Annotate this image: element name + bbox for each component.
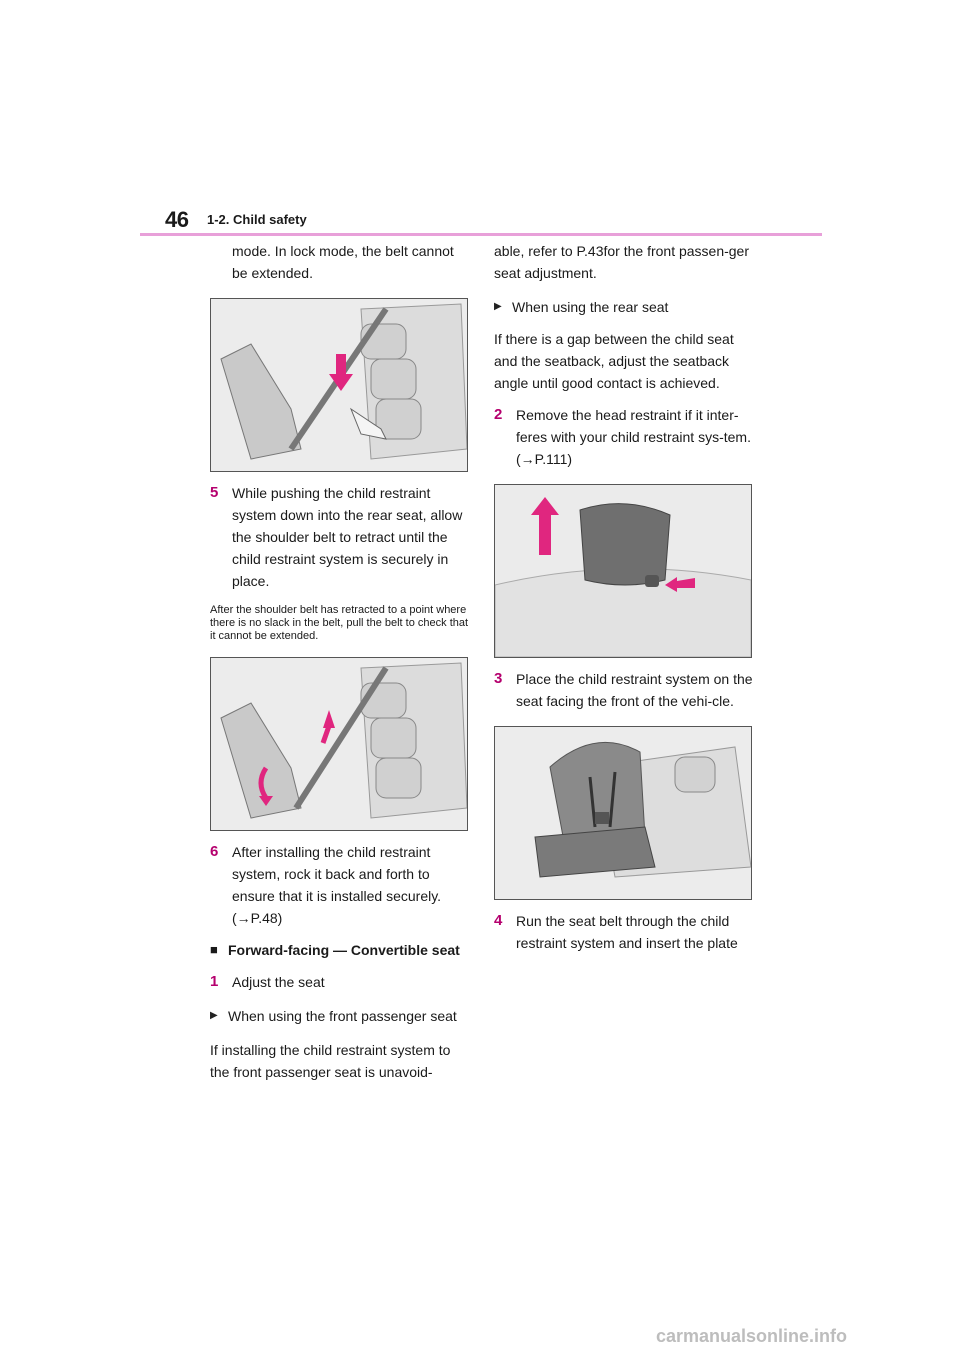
bullet-front-seat (210, 1005, 472, 1027)
intro-text: mode. In lock mode, the belt cannot be extended. (232, 243, 454, 281)
note-text: After the shoulder belt has retracted to a point where there is no slack in the belt, pull the belt to check that it cannot be extended. (210, 604, 469, 642)
bullet-text: When using the rear seat (512, 299, 669, 315)
step-4 (494, 910, 756, 954)
square-bullet-icon: ■ (210, 942, 218, 957)
left-column (210, 240, 472, 1083)
subheading (210, 939, 472, 961)
step-2 (494, 404, 756, 470)
watermark: carmanualsonline.info (656, 1326, 848, 1346)
step-number: 2 (494, 406, 503, 423)
front-seat-paragraph: If installing the child restraint system to the front passenger seat is unavoid- (210, 1042, 451, 1080)
step-6 (210, 841, 472, 929)
child-seat-illustration (495, 727, 751, 899)
step-5 (210, 482, 472, 592)
right-column (494, 240, 756, 954)
page-number: 46 (165, 207, 189, 232)
figure-belt-check (210, 657, 468, 831)
step-text: While pushing the child restraint system down into the rear seat, allow the shoulder belt to retract until the child restraint system is securely in place. (232, 485, 463, 589)
step-1 (210, 971, 472, 993)
step-number: 5 (210, 484, 219, 501)
belt-check-illustration (211, 658, 467, 830)
figure-belt-retract (210, 298, 468, 472)
step-number: 4 (494, 912, 503, 929)
subheading-text: Forward-facing — Convertible seat (228, 942, 460, 958)
belt-retract-illustration (211, 299, 467, 471)
bullet-text: When using the front passenger seat (228, 1008, 457, 1024)
rear-seat-paragraph: If there is a gap between the child seat and the seatback, adjust the seatback angle until good contact is achieved. (494, 331, 734, 391)
step-text: After installing the child restraint system, rock it back and forth to ensure that it is installed securely. (→P.48) (232, 844, 442, 926)
step-text: Place the child restraint system on the seat facing the front of the vehi-cle. (516, 671, 753, 709)
step-text: Adjust the seat (232, 974, 325, 990)
step-number: 3 (494, 670, 503, 687)
step-number: 1 (210, 973, 219, 990)
figure-head-restraint (494, 484, 752, 658)
step-number: 6 (210, 843, 219, 860)
figure-child-seat (494, 726, 752, 900)
continued-paragraph: able, refer to P.43for the front passen-ger seat adjustment. (494, 243, 750, 281)
bullet-rear-seat (494, 296, 756, 318)
triangle-bullet-icon: ▶ (210, 1010, 218, 1021)
section-title: 1-2. Child safety (207, 212, 307, 227)
triangle-bullet-icon: ▶ (494, 301, 502, 312)
step-text: Run the seat belt through the child restraint system and insert the plate (516, 913, 738, 951)
step-text: Remove the head restraint if it inter-feres with your child restraint sys-tem. (→P.111) (516, 407, 751, 467)
head-restraint-illustration (495, 485, 751, 657)
step-3 (494, 668, 756, 712)
header-rule (140, 233, 822, 236)
